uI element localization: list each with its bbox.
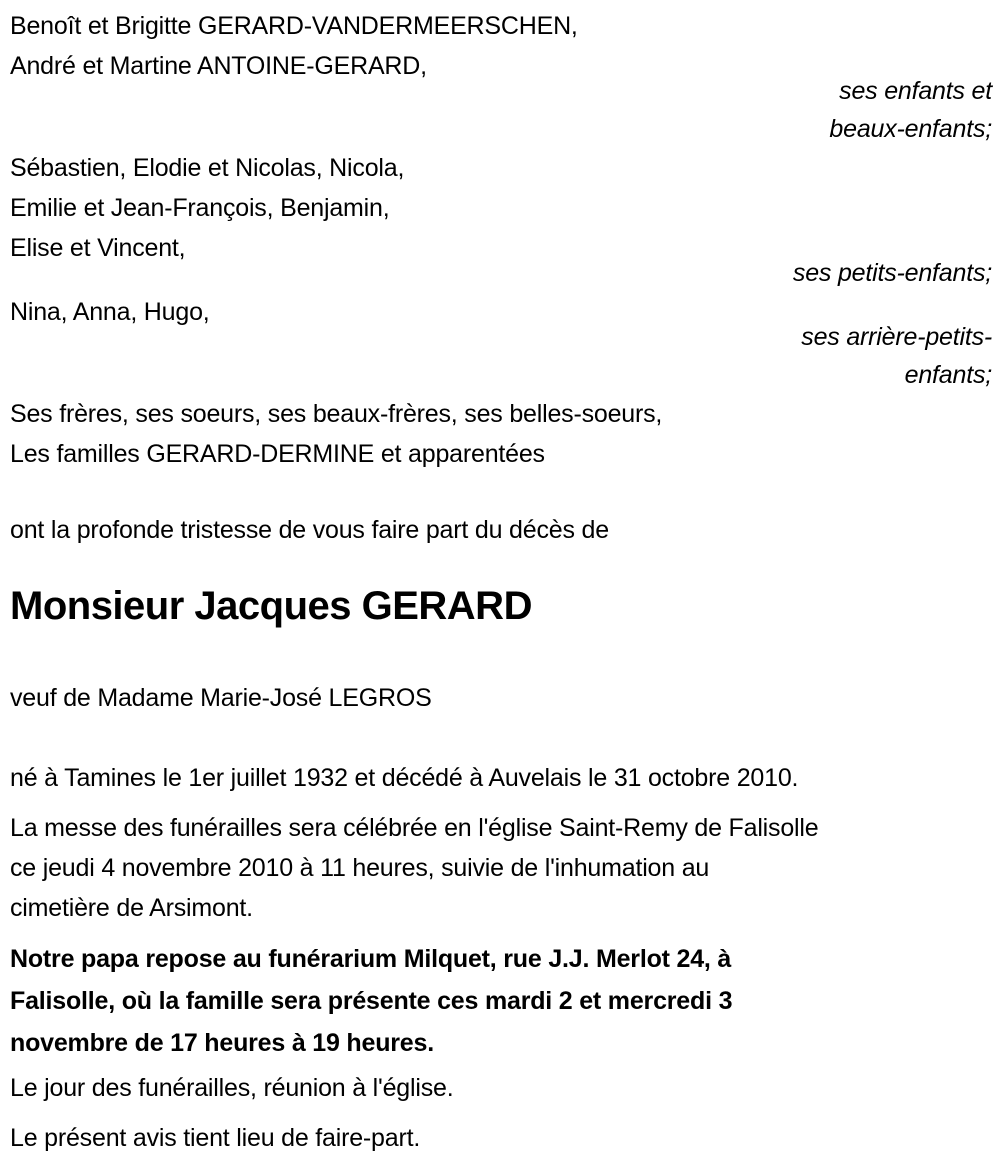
widower-line: veuf de Madame Marie-José LEGROS <box>10 684 432 712</box>
family-group-siblings-families <box>10 394 992 474</box>
family-name-line: Les familles GERARD-DERMINE et apparentées <box>10 440 545 468</box>
funerarium-line: novembre de 17 heures à 19 heures. <box>10 1029 434 1057</box>
relation-line: enfants; <box>904 361 992 389</box>
announcement-line: ont la profonde tristesse de vous faire part du décès de <box>10 516 609 544</box>
family-name-line: Ses frères, ses soeurs, ses beaux-frères, ses belles-soeurs, <box>10 400 663 428</box>
family-name-line: Nina, Anna, Hugo, <box>10 298 210 326</box>
family-name-line: André et Martine ANTOINE-GERARD, <box>10 52 427 80</box>
family-name-line: Benoît et Brigitte GERARD-VANDERMEERSCHEN, <box>10 12 578 40</box>
relation-line: ses enfants et <box>839 77 992 105</box>
notice-line: Le présent avis tient lieu de faire-part. <box>10 1124 421 1152</box>
funerarium-line: Notre papa repose au funérarium Milquet, rue J.J. Merlot 24, à <box>10 945 732 973</box>
relation-line: ses arrière-petits- <box>801 323 992 351</box>
family-name-line: Emilie et Jean-François, Benjamin, <box>10 194 390 222</box>
funerarium-line: Falisolle, où la famille sera présente ces mardi 2 et mercredi 3 <box>10 987 733 1015</box>
ceremony-line: cimetière de Arsimont. <box>10 894 253 922</box>
birth-death-line: né à Tamines le 1er juillet 1932 et décédé à Auvelais le 31 octobre 2010. <box>10 764 799 792</box>
funerarium-paragraph <box>10 938 992 1064</box>
relation-line: beaux-enfants; <box>829 115 992 143</box>
ceremony-line: La messe des funérailles sera célébrée en l'église Saint-Remy de Falisolle <box>10 814 819 842</box>
ceremony-line: ce jeudi 4 novembre 2010 à 11 heures, suivie de l'inhumation au <box>10 854 710 882</box>
family-group-grandchildren <box>10 148 992 268</box>
relation-line: ses petits-enfants; <box>792 259 992 287</box>
family-name-line: Elise et Vincent, <box>10 234 186 262</box>
family-name-line: Sébastien, Elodie et Nicolas, Nicola, <box>10 154 405 182</box>
ceremony-paragraph <box>10 808 992 928</box>
deceased-name-heading: Monsieur Jacques GERARD <box>10 584 532 628</box>
reunion-line: Le jour des funérailles, réunion à l'église. <box>10 1074 454 1102</box>
